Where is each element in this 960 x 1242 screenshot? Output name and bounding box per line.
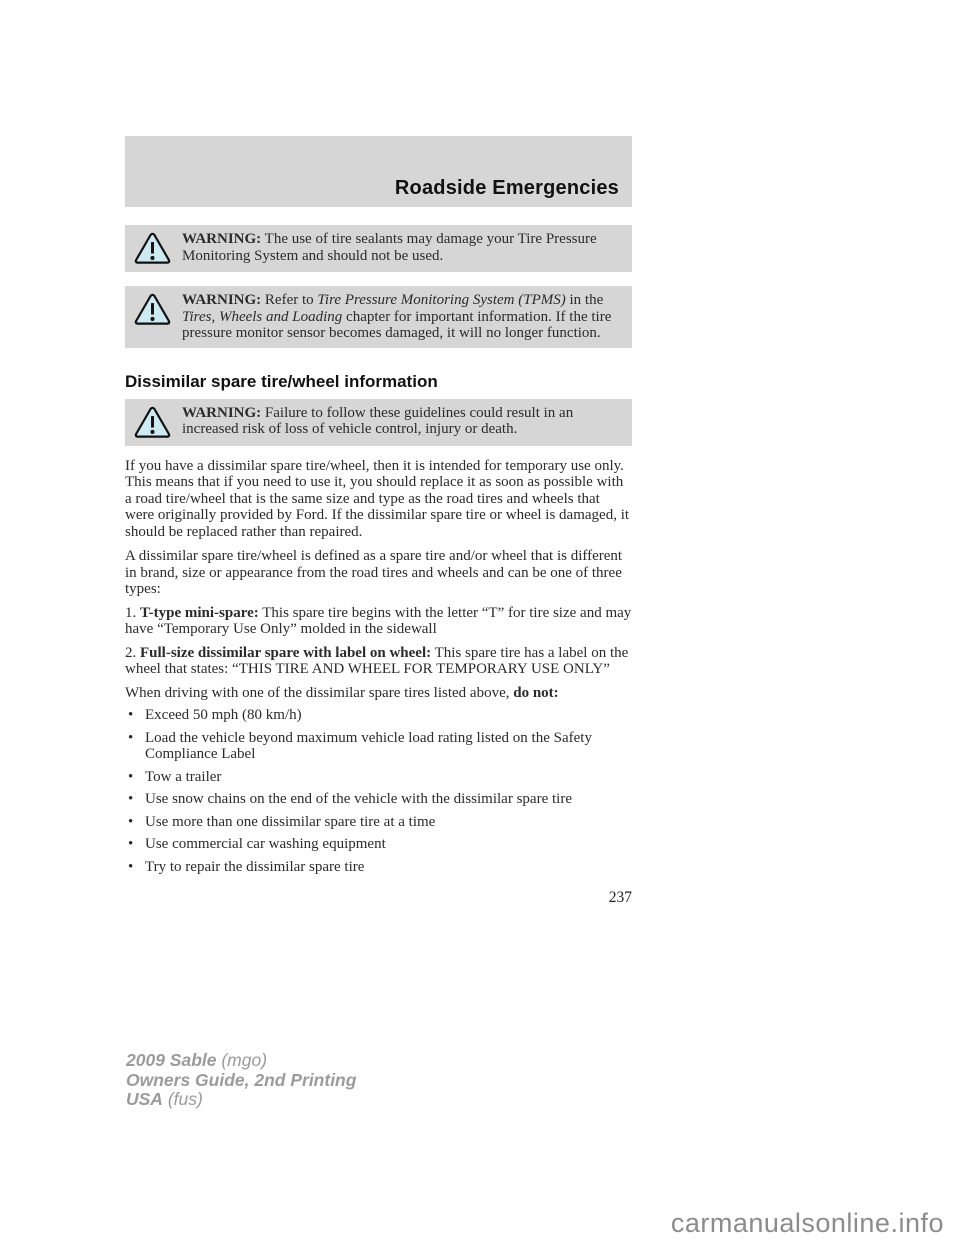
list-item <box>125 791 632 808</box>
bullet-text: Use commercial car washing equipment <box>145 836 386 852</box>
warning-box-tpms <box>125 286 632 348</box>
bullet-icon: • <box>128 858 134 875</box>
chapter-header-box <box>125 136 632 207</box>
bullet-icon: • <box>128 813 134 830</box>
footer-model-code: (mgo) <box>216 1050 268 1070</box>
footer-line-model <box>126 1051 356 1071</box>
numbered-item-2 <box>125 645 632 678</box>
bullet-text: Try to repair the dissimilar spare tire <box>145 858 365 875</box>
item-term: T-type mini-spare: <box>140 604 259 621</box>
page-number: 237 <box>608 889 632 906</box>
bullet-text: Use snow chains on the end of the vehicle with the dissimilar spare tire <box>145 791 572 807</box>
warning-triangle-icon <box>134 293 171 326</box>
warning-label: WARNING: <box>182 292 262 308</box>
bullet-text: Use more than one dissimilar spare tire at a time <box>145 813 436 830</box>
warning-label: WARNING: <box>182 404 262 421</box>
warning-text: Refer to <box>261 292 318 308</box>
warning-text: Failure to follow these guidelines could result in an increased risk of loss of vehicle control, injury or death. <box>182 404 574 437</box>
chapter-title: Roadside Emergencies <box>394 177 619 199</box>
footer-guide: Owners Guide, 2nd Printing <box>126 1069 357 1090</box>
watermark: carmanualsonline.info <box>670 1208 944 1238</box>
list-item <box>125 730 632 763</box>
item-text: This spare tire begins with the letter “T” for tire size and may have “Temporary Use Only” molded in the sidewall <box>125 604 632 637</box>
list-item <box>125 836 632 853</box>
bullet-text: Load the vehicle beyond maximum vehicle load rating listed on the Safety Compliance Label <box>145 729 592 762</box>
footer-region: USA <box>126 1089 163 1109</box>
lead-bold: do not: <box>513 684 559 701</box>
content-column <box>125 136 632 907</box>
bullet-icon: • <box>128 791 134 807</box>
bullet-icon: • <box>128 707 134 723</box>
lead-text: When driving with one of the dissimilar spare tires listed above, <box>125 684 514 701</box>
bullet-icon: • <box>128 836 134 852</box>
footer-model: 2009 Sable <box>126 1050 217 1070</box>
warning-text: in the <box>565 292 604 308</box>
paragraph-definition: A dissimilar spare tire/wheel is defined as a spare tire and/or wheel that is different in brand, size or appearance from the road tires and wheels and can be one of three types: <box>125 548 623 597</box>
footer-region-code: (fus) <box>162 1089 203 1109</box>
do-not-lead <box>125 685 632 702</box>
item-term: Full-size dissimilar spare with label on wheel: <box>140 644 432 661</box>
bullet-icon: • <box>128 768 134 785</box>
warning-italic-phrase: Tires, Wheels and Loading <box>182 308 343 325</box>
bullet-text: Exceed 50 mph (80 km/h) <box>145 707 302 723</box>
paragraph-temporary-use: If you have a dissimilar spare tire/wheel, then it is intended for temporary use only. This means that if you need to use it, you should replace it as soon as possible with a road tire/wheel that is the same size and type as the road tires and wheels that were originally provided by Ford. If the dissimilar spare tire or wheel is damaged, it should be replaced rather than repaired. <box>125 457 630 540</box>
warning-triangle-icon <box>134 232 171 265</box>
warning-text: chapter for important information. If the tire pressure monitor sensor becomes damaged, it will no longer function. <box>182 308 612 341</box>
list-item <box>125 814 632 831</box>
list-item <box>125 769 632 786</box>
list-item <box>125 859 632 876</box>
item-number: 1. <box>125 604 140 621</box>
section-heading: Dissimilar spare tire/wheel information <box>125 371 438 391</box>
bullet-icon: • <box>128 729 134 746</box>
warning-box-sealants <box>125 225 632 272</box>
print-footer <box>126 1051 356 1110</box>
warning-text: The use of tire sealants may damage your Tire Pressure Monitoring System and should not be used. <box>182 231 597 264</box>
warning-label: WARNING: <box>182 231 262 247</box>
item-text: This spare tire has a label on the wheel that states: “THIS TIRE AND WHEEL FOR TEMPORARY USE ONLY” <box>125 644 629 677</box>
warning-box-guidelines <box>125 399 632 446</box>
footer-line-region <box>126 1090 356 1110</box>
list-item <box>125 707 632 724</box>
bullet-text: Tow a trailer <box>145 768 222 785</box>
numbered-item-1 <box>125 605 632 638</box>
warning-triangle-icon <box>134 406 171 439</box>
item-number: 2. <box>125 644 140 661</box>
warning-italic-phrase: Tire Pressure Monitoring System (TPMS) <box>317 292 566 308</box>
